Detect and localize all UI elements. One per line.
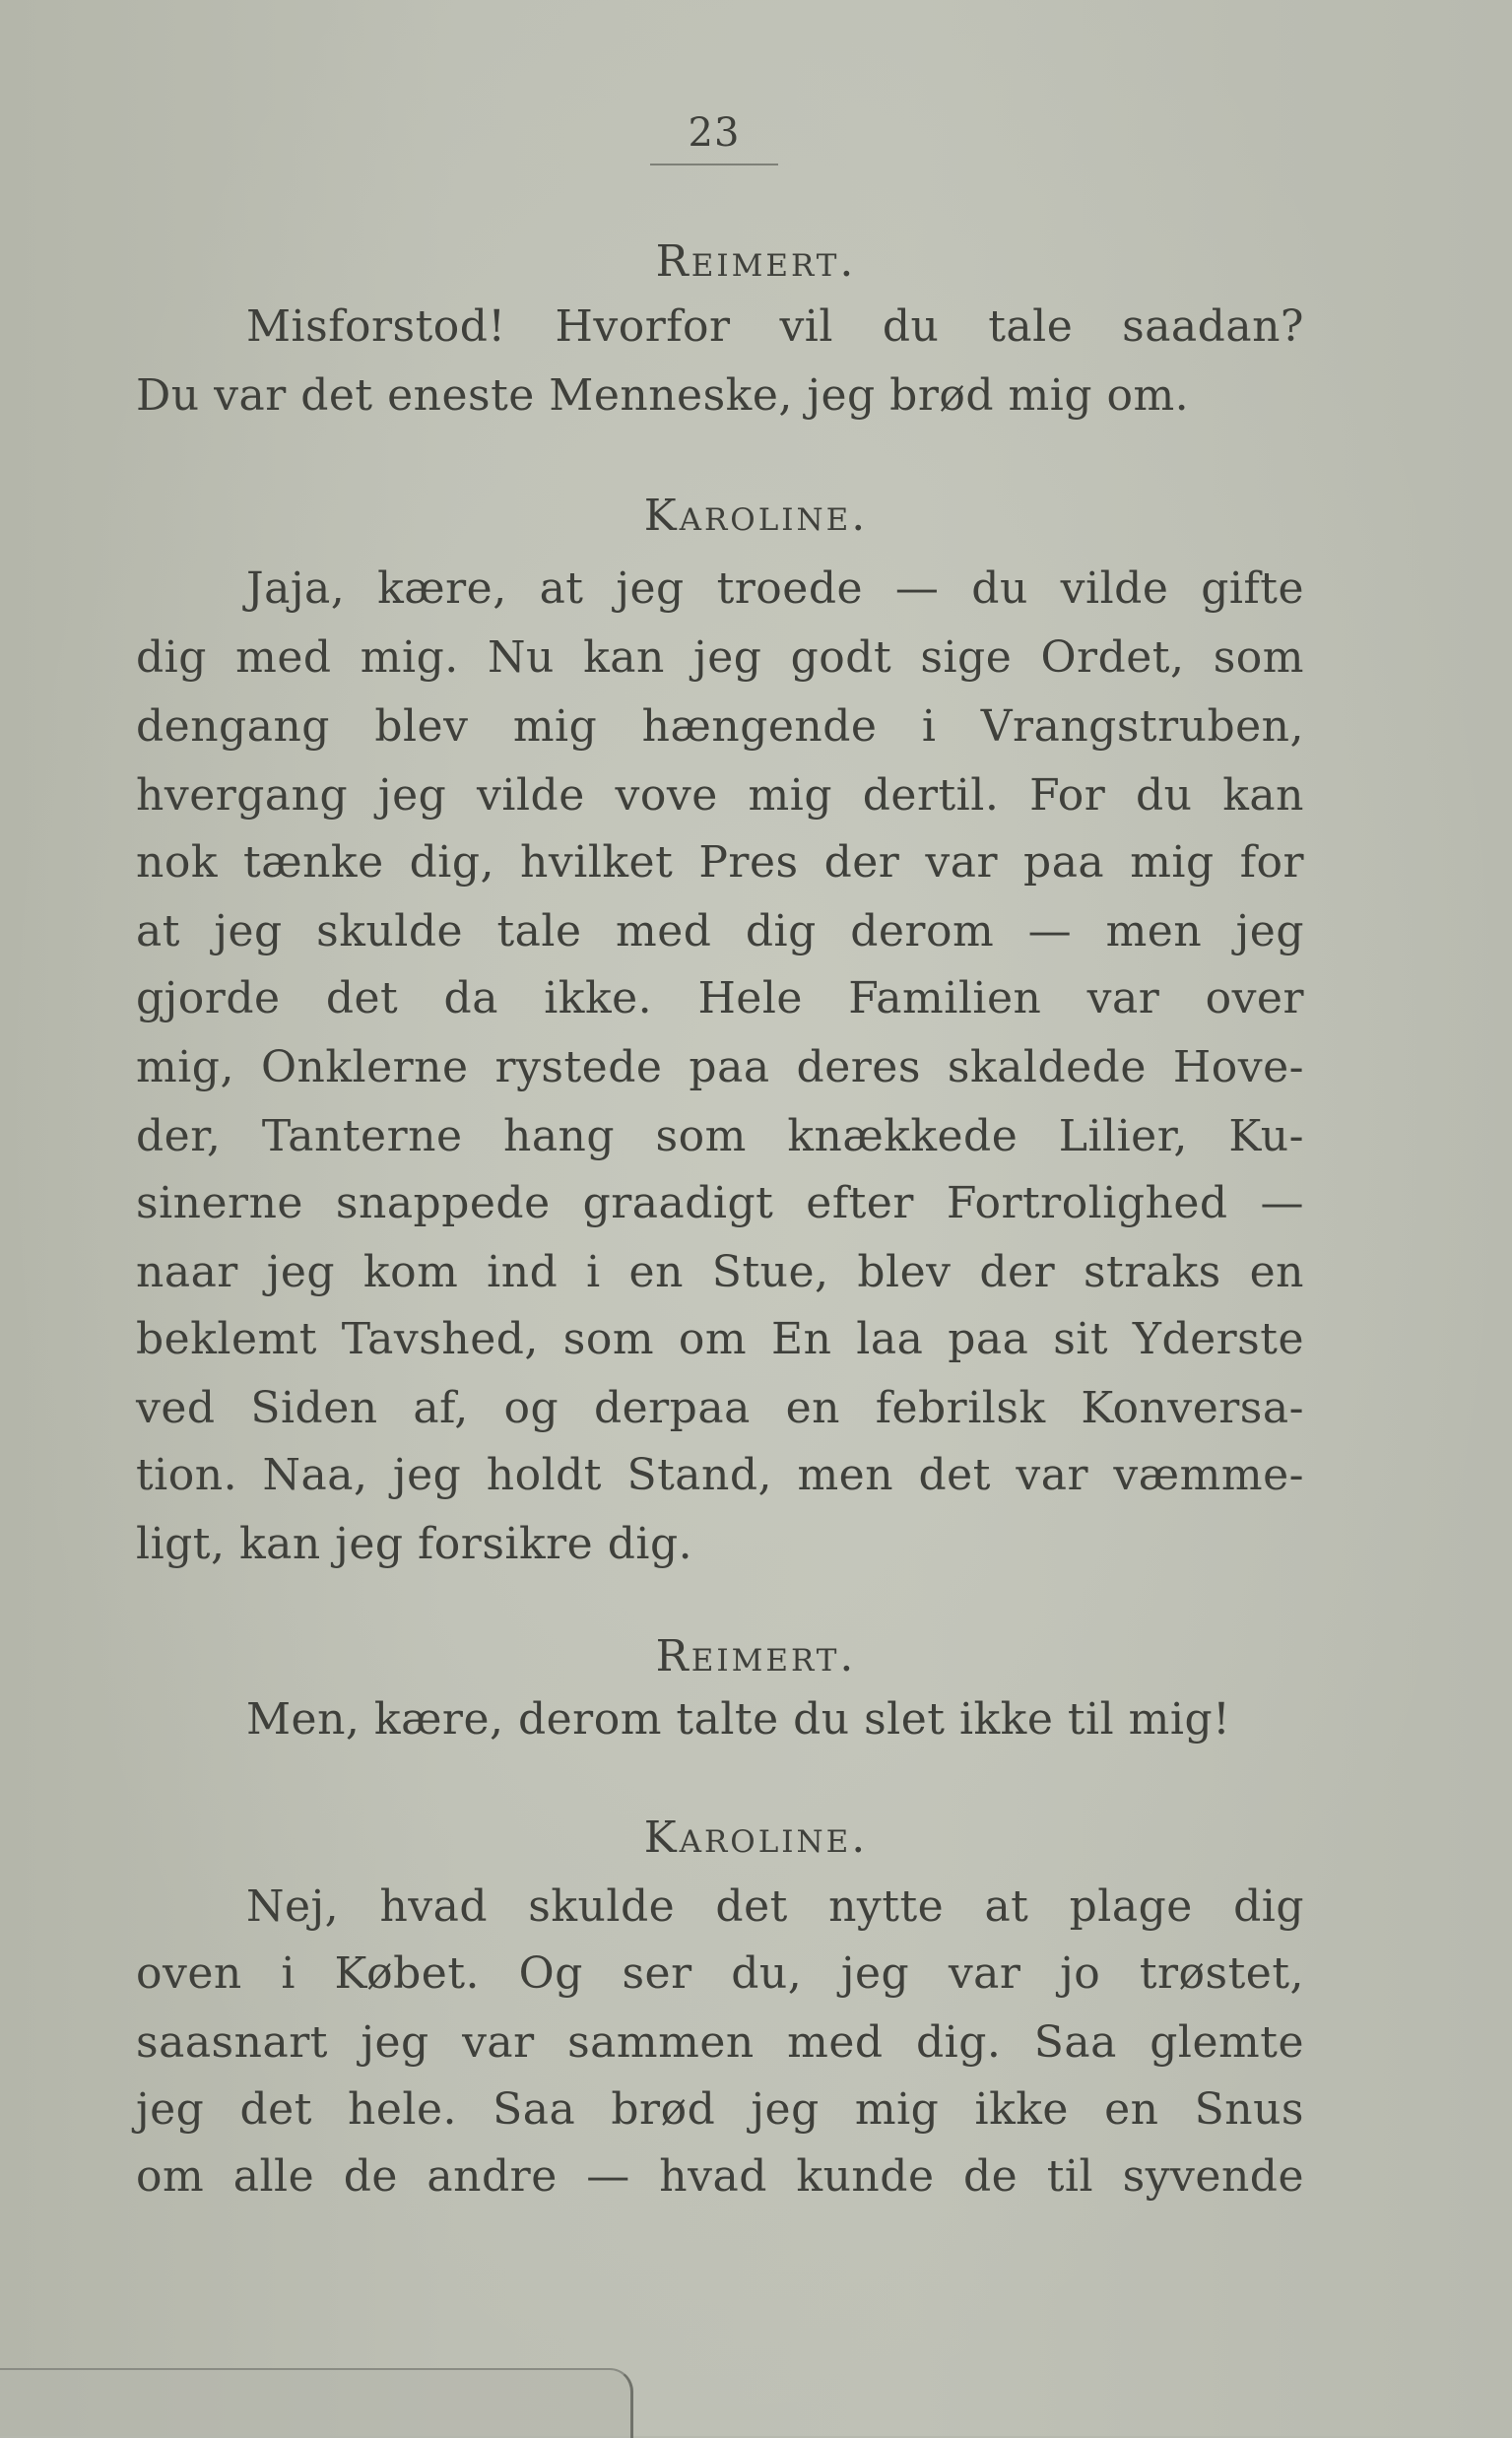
text-line: dengang blev mig hængende i Vrangstruben, [136, 701, 1304, 752]
text-line: gjorde det da ikke. Hele Familien var over [136, 973, 1304, 1023]
text-line: Men, kære, derom talte du slet ikke til mig! [246, 1694, 1231, 1745]
text-line: saasnart jeg var sammen med dig. Saa glemte [136, 2017, 1304, 2068]
text-line: der, Tanterne hang som knækkede Lilier, Ku- [136, 1111, 1304, 1161]
text-line: sinerne snappede graadigt efter Fortrolighed — [136, 1178, 1304, 1228]
text-line: mig, Onklerne rystede paa deres skaldede Hove- [136, 1042, 1304, 1092]
text-line: dig med mig. Nu kan jeg godt sige Ordet, som [136, 632, 1304, 683]
text-line: Du var det eneste Menneske, jeg brød mig om. [136, 370, 1190, 421]
text-line: naar jeg kom ind i en Stue, blev der straks en [136, 1247, 1304, 1297]
speaker-name: Karoline. [643, 1812, 869, 1863]
speaker-name: Reimert. [655, 236, 857, 287]
text-line: om alle de andre — hvad kunde de til syvende [136, 2151, 1304, 2202]
text-line: Jaja, kære, at jeg troede — du vilde gifte [246, 563, 1304, 614]
text-line: ligt, kan jeg forsikre dig. [136, 1519, 693, 1569]
text-line: Misforstod! Hvorfor vil du tale saadan? [246, 301, 1304, 352]
text-line: beklemt Tavshed, som om En laa paa sit Yderste [136, 1314, 1304, 1364]
text-line: nok tænke dig, hvilket Pres der var paa mig for [136, 837, 1304, 888]
page-number-rule [650, 164, 778, 165]
text-line: Nej, hvad skulde det nytte at plage dig [246, 1881, 1304, 1932]
speaker-name: Karoline. [643, 491, 869, 541]
text-line: tion. Naa, jeg holdt Stand, men det var væmme- [136, 1450, 1304, 1500]
page-number: 23 [688, 110, 741, 156]
text-line: oven i Købet. Og ser du, jeg var jo trøstet, [136, 1948, 1304, 1999]
text-line: at jeg skulde tale med dig derom — men jeg [136, 906, 1304, 956]
page-fold-edge [0, 2368, 633, 2438]
speaker-name: Reimert. [655, 1631, 857, 1681]
text-line: hvergang jeg vilde vove mig dertil. For du kan [136, 770, 1304, 821]
text-line: jeg det hele. Saa brød jeg mig ikke en Snus [136, 2084, 1304, 2135]
text-line: ved Siden af, og derpaa en febrilsk Konversa- [136, 1383, 1304, 1433]
